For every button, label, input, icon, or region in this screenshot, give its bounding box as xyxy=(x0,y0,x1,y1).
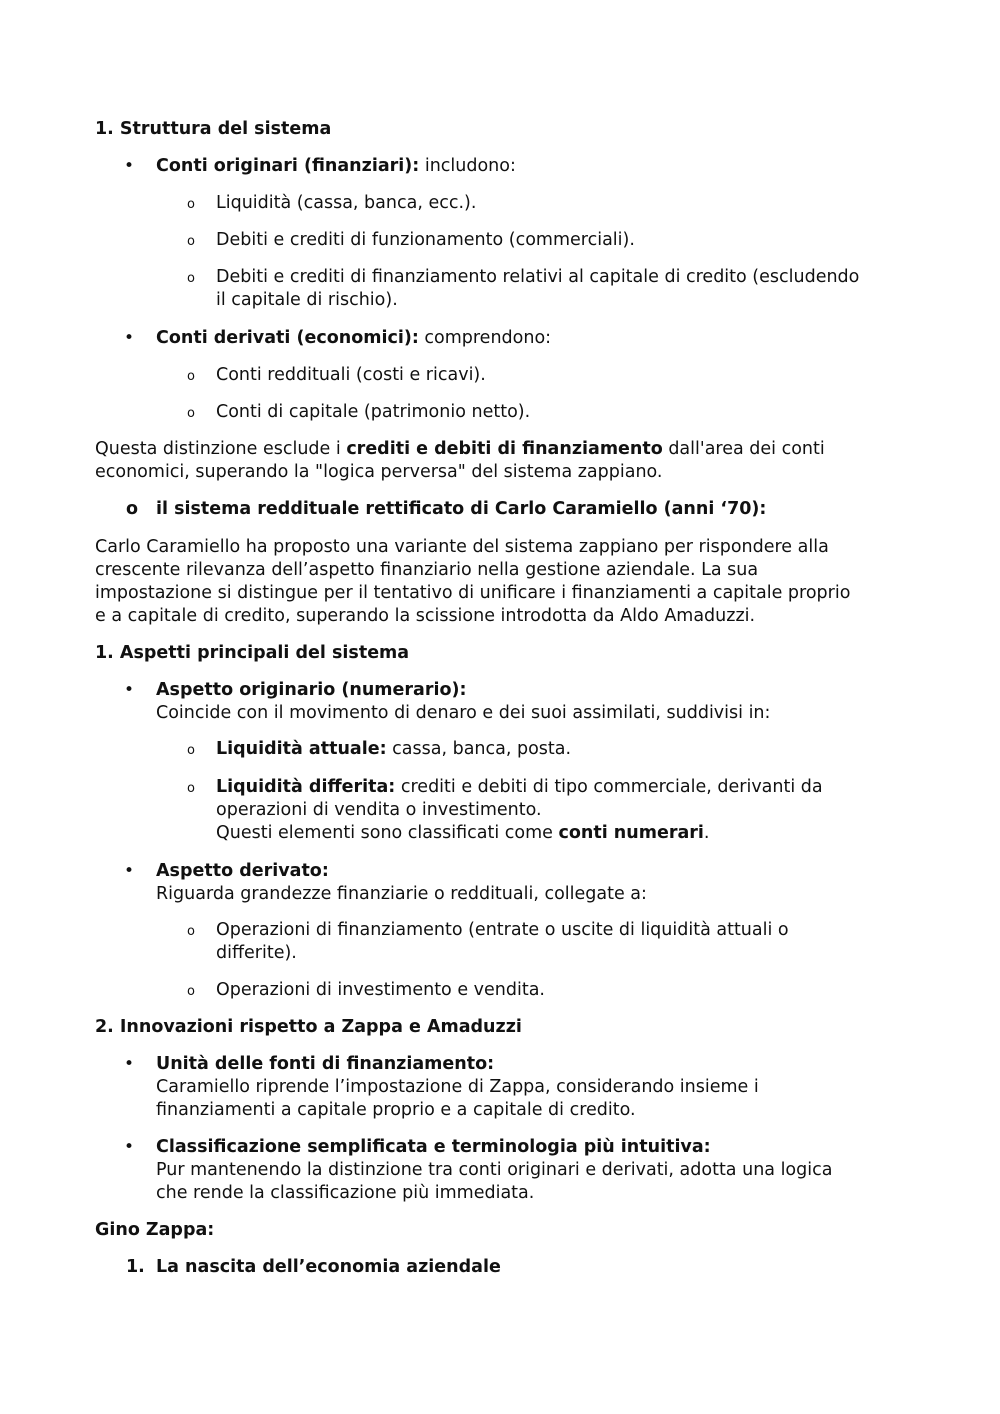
circle-marker: o xyxy=(187,406,195,421)
bullet-marker: • xyxy=(124,861,135,881)
sub-item-conti-capitale: Conti di capitale (patrimonio netto). xyxy=(216,402,531,422)
list-item-conti-derivati: Conti derivati (economici): comprendono: xyxy=(156,328,552,348)
list-item-conti-originari: Conti originari (finanziari): includono: xyxy=(156,156,516,176)
section-heading-innovazioni: 2. Innovazioni rispetto a Zappa e Amaduzzi xyxy=(95,1017,522,1037)
bullet-marker: • xyxy=(124,156,135,176)
section-heading-struttura: 1. Struttura del sistema xyxy=(95,119,332,139)
circle-marker: o xyxy=(187,781,195,796)
list-number: 1. xyxy=(126,1257,145,1277)
paragraph-distinzione: Questa distinzione esclude i crediti e debiti di finanziamento dall'area dei conti economici, superando la "logica perversa" del sistema zappiano. xyxy=(95,439,825,482)
circle-marker: o xyxy=(187,369,195,384)
sub-item-operazioni-finanziamento: Operazioni di finanziamento (entrate o uscite di liquidità attuali o differite). xyxy=(216,920,789,963)
circle-marker: o xyxy=(187,197,195,212)
list-item-aspetto-originario: Aspetto originario (numerario): Coincide con il movimento di denaro e dei suoi assimilati, suddivisi in: xyxy=(156,680,771,723)
sub-item-conti-reddituali: Conti reddituali (costi e ricavi). xyxy=(216,365,486,385)
section-heading-gino-zappa: Gino Zappa: xyxy=(95,1220,215,1240)
circle-marker: o xyxy=(187,234,195,249)
bullet-marker: • xyxy=(124,1137,135,1157)
subheading-caramiello: il sistema reddituale rettificato di Carlo Caramiello (anni ‘70): xyxy=(156,499,767,519)
circle-marker: o xyxy=(126,499,139,519)
circle-marker: o xyxy=(187,271,195,286)
circle-marker: o xyxy=(187,924,195,939)
list-item-unita-fonti: Unità delle fonti di finanziamento: Caramiello riprende l’impostazione di Zappa, considerando insieme i finanziamenti a capitale proprio e a capitale di credito. xyxy=(156,1054,759,1120)
sub-item-liquidita-differita: Liquidità differita: crediti e debiti di tipo commerciale, derivanti da operazioni di vendita o investimento. Questi elementi sono classificati come conti numerari. xyxy=(216,777,823,843)
sub-item-operazioni-investimento: Operazioni di investimento e vendita. xyxy=(216,980,545,1000)
sub-item-debiti-finanziamento: Debiti e crediti di finanziamento relativi al capitale di credito (escludendo il capitale di rischio). xyxy=(216,267,860,310)
circle-marker: o xyxy=(187,743,195,758)
circle-marker: o xyxy=(187,984,195,999)
list-item-classificazione: Classificazione semplificata e terminologia più intuitiva: Pur mantenendo la distinzione tra conti originari e derivati, adotta una logica che rende la classificazione più immediata. xyxy=(156,1137,833,1203)
sub-item-liquidita: Liquidità (cassa, banca, ecc.). xyxy=(216,193,477,213)
bullet-marker: • xyxy=(124,680,135,700)
list-item-aspetto-derivato: Aspetto derivato: Riguarda grandezze finanziarie o reddituali, collegate a: xyxy=(156,861,647,904)
sub-item-debiti-funzionamento: Debiti e crediti di funzionamento (commerciali). xyxy=(216,230,635,250)
bullet-marker: • xyxy=(124,1054,135,1074)
section-heading-aspetti: 1. Aspetti principali del sistema xyxy=(95,643,410,663)
sub-item-liquidita-attuale: Liquidità attuale: cassa, banca, posta. xyxy=(216,739,572,759)
paragraph-caramiello: Carlo Caramiello ha proposto una variante del sistema zappiano per rispondere alla crescente rilevanza dell’aspetto finanziario nella gestione aziendale. La sua impostazione si distingue per il tentativo di unificare i finanziamenti a capitale proprio e a capitale di credito, superando la scissione introdotta da Aldo Amaduzzi. xyxy=(95,537,851,626)
list-item-nascita-economia: La nascita dell’economia aziendale xyxy=(156,1257,501,1277)
bullet-marker: • xyxy=(124,328,135,348)
